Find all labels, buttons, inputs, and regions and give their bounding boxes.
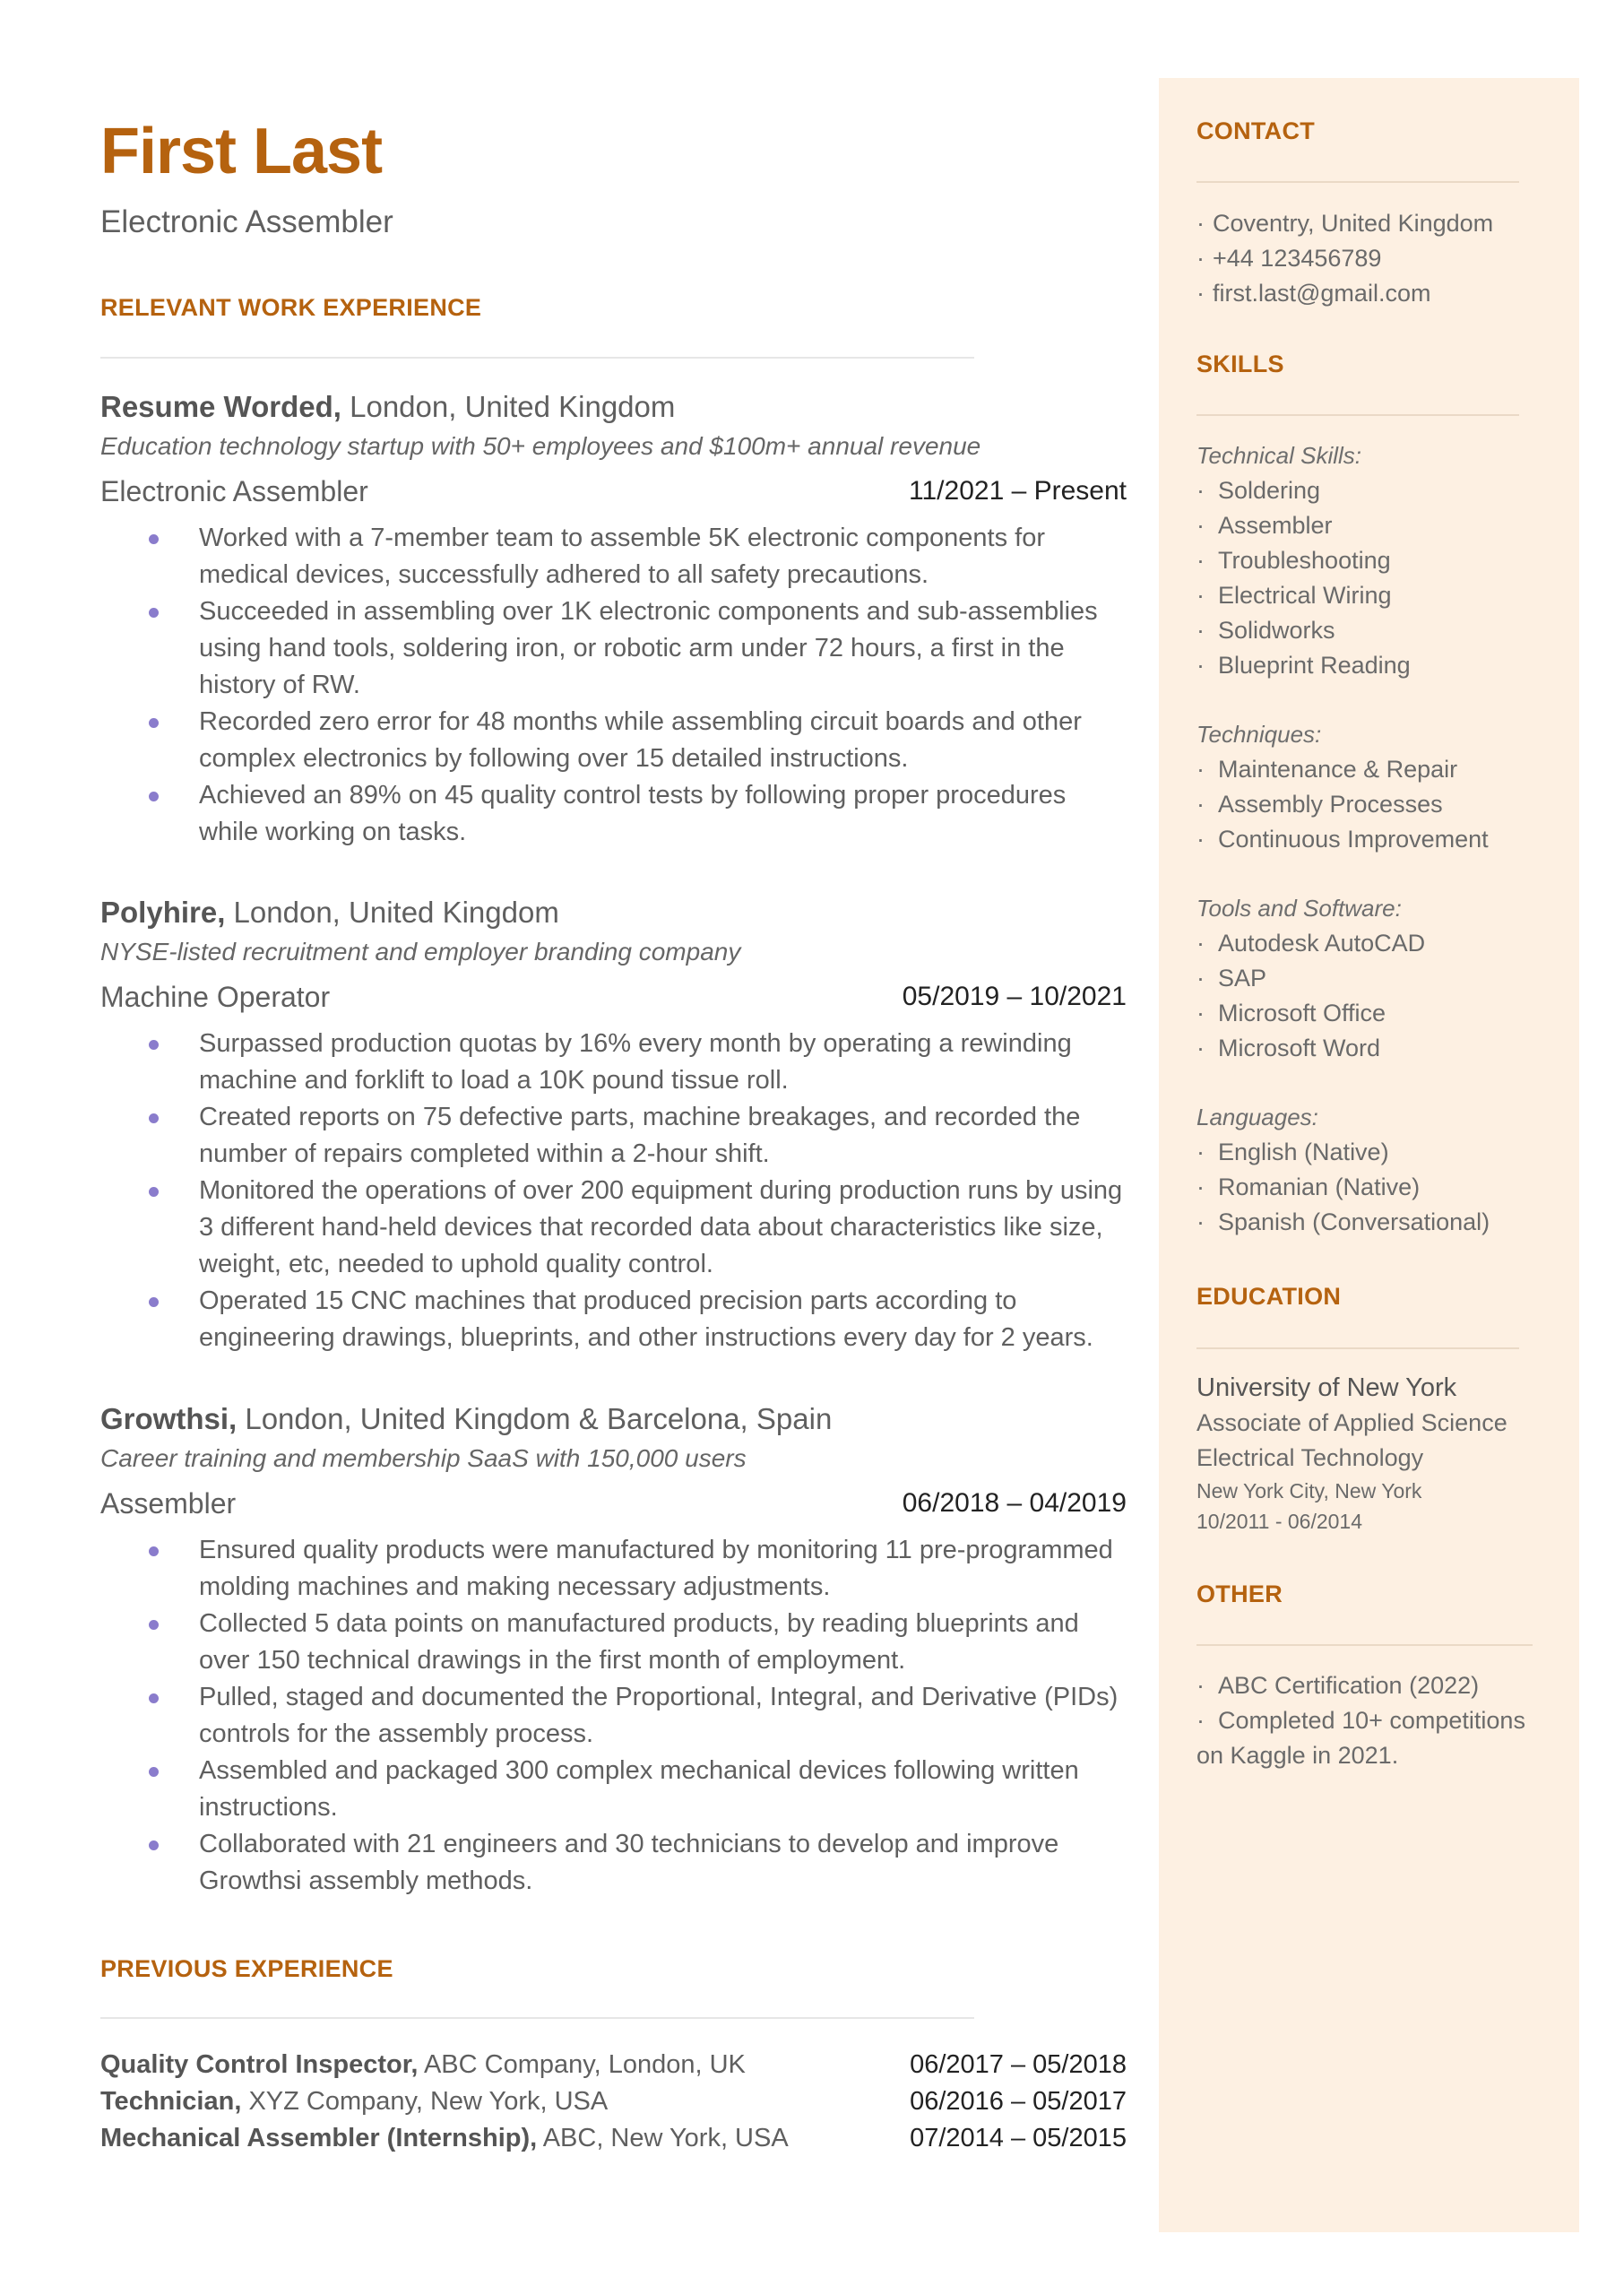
skill-item xyxy=(1196,473,1537,508)
skill-text: Maintenance & Repair xyxy=(1218,756,1458,783)
company-description: NYSE-listed recruitment and employer branding company xyxy=(100,938,741,966)
sidebar xyxy=(1159,78,1579,2232)
skill-text: Microsoft Word xyxy=(1218,1035,1381,1061)
skill-text: Autodesk AutoCAD xyxy=(1218,930,1426,957)
bullet-list xyxy=(100,520,1127,851)
previous-experience-list xyxy=(100,2047,1127,2157)
previous-dates: 06/2017 – 05/2018 xyxy=(910,2050,1127,2079)
skill-text: SAP xyxy=(1218,965,1267,992)
previous-role-row xyxy=(100,2047,1127,2083)
bullet-icon: · xyxy=(1196,1672,1205,1699)
other-item xyxy=(1196,1703,1555,1773)
previous-role: Quality Control Inspector, xyxy=(100,2050,419,2079)
bullet-item: Pulled, staged and documented the Proportional, Integral, and Derivative (PIDs) controls for the assembly process. xyxy=(199,1679,1127,1753)
bullet-item: Assembled and packaged 300 complex mechanical devices following written instructions. xyxy=(199,1753,1127,1826)
bullet-icon: · xyxy=(1196,965,1205,992)
job-entry xyxy=(100,893,1127,1356)
other-heading: OTHER xyxy=(1196,1581,1283,1607)
skill-item xyxy=(1196,648,1537,683)
bullet-icon: · xyxy=(1196,652,1205,679)
bullet-icon: · xyxy=(1196,210,1205,237)
skill-item xyxy=(1196,613,1537,648)
spacer xyxy=(1196,683,1537,717)
spacer xyxy=(1196,857,1537,891)
bullet-icon: · xyxy=(1196,245,1205,272)
bullet-list xyxy=(100,1532,1127,1900)
job-title: Machine Operator xyxy=(100,981,331,1013)
contact-item xyxy=(1196,206,1537,241)
contact-item xyxy=(1196,241,1537,276)
skill-text: Romanian (Native) xyxy=(1218,1173,1421,1200)
skill-category: Technical Skills: xyxy=(1196,442,1362,469)
bullet-icon: · xyxy=(1196,1139,1205,1165)
skill-item xyxy=(1196,1031,1537,1066)
role-and-company xyxy=(100,2047,746,2083)
divider xyxy=(100,2017,974,2019)
skill-item xyxy=(1196,926,1537,961)
role-and-company xyxy=(100,2083,608,2120)
field-of-study: Electrical Technology xyxy=(1196,1444,1424,1471)
school-name: University of New York xyxy=(1196,1373,1457,1402)
bullet-item: Collected 5 data points on manufactured products, by reading blueprints and over 150 technical drawings in the first month of employment. xyxy=(199,1606,1127,1679)
job-dates: 06/2018 – 04/2019 xyxy=(902,1488,1127,1518)
role-row xyxy=(100,466,1127,516)
skill-text: Solidworks xyxy=(1218,617,1335,644)
bullet-icon: · xyxy=(1196,547,1205,574)
company-name: Growthsi, xyxy=(100,1402,238,1435)
skill-text: English (Native) xyxy=(1218,1139,1389,1165)
company-location: London, United Kingdom xyxy=(225,896,559,929)
skill-item xyxy=(1196,1170,1537,1205)
bullet-icon: · xyxy=(1196,512,1205,539)
previous-dates: 06/2016 – 05/2017 xyxy=(910,2087,1127,2116)
contact-heading: CONTACT xyxy=(1196,117,1316,144)
bullet-icon: · xyxy=(1196,1035,1205,1061)
job-title: Electronic Assembler xyxy=(100,475,368,507)
contact-text: Coventry, United Kingdom xyxy=(1213,210,1494,237)
bullet-icon: · xyxy=(1196,477,1205,504)
other-item xyxy=(1196,1668,1555,1703)
previous-experience-heading: PREVIOUS EXPERIENCE xyxy=(100,1955,393,1982)
previous-role: Technician, xyxy=(100,2087,242,2116)
previous-role-row xyxy=(100,2120,1127,2157)
skill-text: Soldering xyxy=(1218,477,1321,504)
bullet-item: Created reports on 75 defective parts, machine breakages, and recorded the number of repairs completed within a 2-hour shift. xyxy=(199,1099,1127,1173)
bullet-item: Operated 15 CNC machines that produced precision parts according to engineering drawings, blueprints, and other instructions every day for 2 years. xyxy=(199,1283,1127,1356)
bullet-item: Worked with a 7-member team to assemble 5K electronic components for medical devices, successfully adhered to all safety precautions. xyxy=(199,520,1127,593)
skill-category: Techniques: xyxy=(1196,721,1322,748)
divider xyxy=(1196,414,1519,416)
company-location: London, United Kingdom & Barcelona, Spain xyxy=(237,1402,833,1435)
skill-text: Spanish (Conversational) xyxy=(1218,1208,1490,1235)
company-description: Career training and membership SaaS with 150,000 users xyxy=(100,1444,747,1472)
bullet-icon: · xyxy=(1196,1707,1205,1734)
skill-text: Continuous Improvement xyxy=(1218,826,1489,853)
bullet-item: Surpassed production quotas by 16% every month by operating a rewinding machine and forklift to load a 10K pound tissue roll. xyxy=(199,1026,1127,1099)
previous-role: Mechanical Assembler (Internship), xyxy=(100,2124,538,2152)
work-experience-heading: RELEVANT WORK EXPERIENCE xyxy=(100,294,482,321)
previous-org: ABC, New York, USA xyxy=(537,2124,789,2152)
bullet-icon: · xyxy=(1196,617,1205,644)
job-dates: 05/2019 – 10/2021 xyxy=(902,982,1127,1011)
role-and-company xyxy=(100,2120,789,2157)
skill-category: Tools and Software: xyxy=(1196,895,1402,922)
skill-item xyxy=(1196,1135,1537,1170)
bullet-item: Achieved an 89% on 45 quality control tests by following proper procedures while working on tasks. xyxy=(199,777,1127,851)
previous-org: ABC Company, London, UK xyxy=(418,2050,746,2079)
candidate-title: Electronic Assembler xyxy=(100,204,393,239)
skill-item xyxy=(1196,1205,1537,1240)
skill-item xyxy=(1196,578,1537,613)
skill-item xyxy=(1196,508,1537,543)
bullet-item: Ensured quality products were manufactured by monitoring 11 pre-programmed molding machines and making necessary adjustments. xyxy=(199,1532,1127,1606)
skill-text: Microsoft Office xyxy=(1218,1000,1386,1026)
bullet-icon: · xyxy=(1196,582,1205,609)
education-heading: EDUCATION xyxy=(1196,1283,1342,1310)
company-line xyxy=(100,387,1127,427)
skill-text: Assembly Processes xyxy=(1218,791,1443,818)
skill-item xyxy=(1196,996,1537,1031)
divider xyxy=(1196,181,1519,183)
skills-list xyxy=(1196,438,1537,1240)
divider xyxy=(100,357,974,359)
skill-text: Troubleshooting xyxy=(1218,547,1391,574)
candidate-name: First Last xyxy=(100,116,383,187)
skill-text: Blueprint Reading xyxy=(1218,652,1411,679)
skill-item xyxy=(1196,752,1537,787)
bullet-icon: · xyxy=(1196,1000,1205,1026)
bullet-item: Collaborated with 21 engineers and 30 technicians to develop and improve Growthsi assembly methods. xyxy=(199,1826,1127,1900)
skill-text: Assembler xyxy=(1218,512,1333,539)
skills-heading: SKILLS xyxy=(1196,351,1284,377)
bullet-list xyxy=(100,1026,1127,1356)
bullet-icon: · xyxy=(1196,826,1205,853)
bullet-icon: · xyxy=(1196,1173,1205,1200)
skill-item xyxy=(1196,822,1537,857)
skill-category: Languages: xyxy=(1196,1104,1318,1130)
company-line xyxy=(100,1399,1127,1439)
bullet-icon: · xyxy=(1196,756,1205,783)
job-title: Assembler xyxy=(100,1487,237,1520)
company-description: Education technology startup with 50+ employees and $100m+ annual revenue xyxy=(100,432,981,460)
divider xyxy=(1196,1644,1533,1646)
other-text: ABC Certification (2022) xyxy=(1218,1672,1480,1699)
other-text: Completed 10+ competitions on Kaggle in 2021. xyxy=(1196,1707,1525,1769)
role-row xyxy=(100,1478,1127,1529)
job-dates: 11/2021 – Present xyxy=(909,476,1127,506)
bullet-item: Recorded zero error for 48 months while assembling circuit boards and other complex electronics by following over 15 detailed instructions. xyxy=(199,704,1127,777)
bullet-icon: · xyxy=(1196,930,1205,957)
job-entry xyxy=(100,1399,1127,1900)
contact-list xyxy=(1196,206,1537,311)
previous-dates: 07/2014 – 05/2015 xyxy=(910,2124,1127,2152)
contact-item xyxy=(1196,276,1537,311)
company-location: London, United Kingdom xyxy=(341,390,676,423)
other-list xyxy=(1196,1668,1555,1773)
bullet-icon: · xyxy=(1196,280,1205,307)
education-entry xyxy=(1196,1370,1537,1537)
skill-item xyxy=(1196,961,1537,996)
contact-text: first.last@gmail.com xyxy=(1213,280,1431,307)
company-name: Polyhire, xyxy=(100,896,226,929)
spacer xyxy=(1196,1066,1537,1100)
company-line xyxy=(100,893,1127,932)
previous-org: XYZ Company, New York, USA xyxy=(241,2087,609,2116)
divider xyxy=(1196,1347,1519,1349)
bullet-item: Succeeded in assembling over 1K electronic components and sub-assemblies using hand tools, soldering iron, or robotic arm under 72 hours, a first in the history of RW. xyxy=(199,593,1127,704)
bullet-item: Monitored the operations of over 200 equipment during production runs by using 3 different hand-held devices that recorded data about characteristics like size, weight, etc, needed to uphold quality control. xyxy=(199,1173,1127,1283)
previous-role-row xyxy=(100,2083,1127,2120)
school-location: New York City, New York xyxy=(1196,1479,1422,1503)
bullet-icon: · xyxy=(1196,1208,1205,1235)
degree: Associate of Applied Science xyxy=(1196,1409,1507,1436)
contact-text: +44 123456789 xyxy=(1213,245,1382,272)
company-name: Resume Worded, xyxy=(100,390,341,423)
skill-text: Electrical Wiring xyxy=(1218,582,1392,609)
job-entry xyxy=(100,387,1127,851)
bullet-icon: · xyxy=(1196,791,1205,818)
role-row xyxy=(100,972,1127,1022)
education-dates: 10/2011 - 06/2014 xyxy=(1196,1510,1363,1533)
skill-item xyxy=(1196,543,1537,578)
skill-item xyxy=(1196,787,1537,822)
